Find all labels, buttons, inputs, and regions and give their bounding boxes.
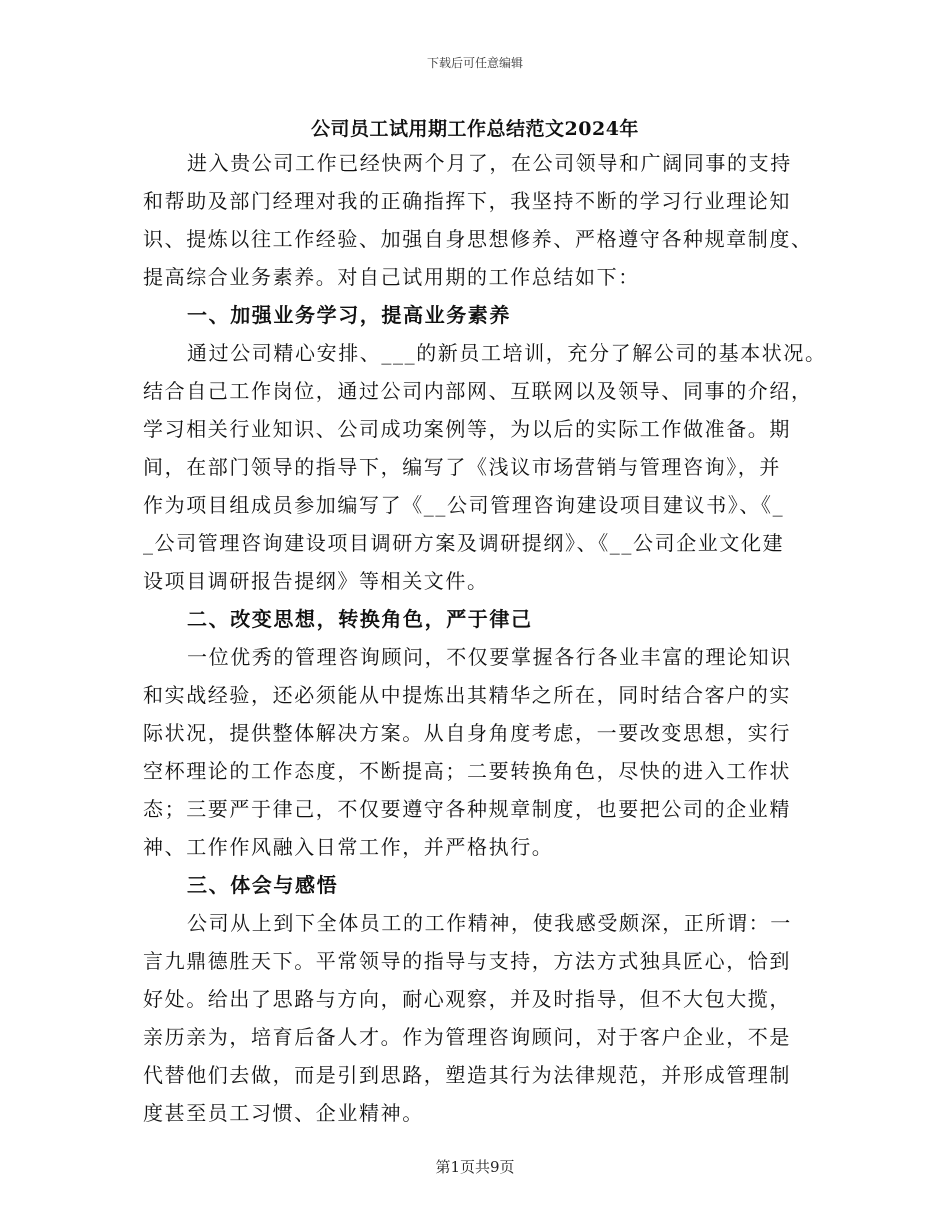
paragraph-line: 度甚至员工习惯、企业精神。 (143, 1101, 424, 1125)
paragraph-line: 提高综合业务素养。对自己试用期的工作总结如下： (143, 265, 640, 289)
paragraph-line: 神、工作作风融入日常工作，并严格执行。 (143, 835, 554, 859)
paragraph-line: 和帮助及部门经理对我的正确指挥下，我坚持不断的学习行业理论知 (143, 189, 791, 213)
paragraph-line: 进入贵公司工作已经快两个月了，在公司领导和广阔同事的支持 (187, 151, 792, 175)
paragraph-line: 际状况，提供整体解决方案。从自身角度考虑，一要改变思想，实行 (143, 721, 791, 745)
page-number: 第1页共9页 (435, 1158, 515, 1176)
paragraph-line: 好处。给出了思路与方向，耐心观察，并及时指导，但不大包大揽， (143, 987, 791, 1011)
document-title: 公司员工试用期工作总结范文2024年 (311, 118, 639, 140)
paragraph-line: 亲历亲为，培育后备人才。作为管理咨询顾问，对于客户企业，不是 (143, 1025, 791, 1049)
paragraph-line: _公司管理咨询建设项目调研方案及调研提纲》、《__公司企业文化建 (143, 531, 785, 555)
paragraph-line: 学习相关行业知识、公司成功案例等，为以后的实际工作做准备。期 (143, 417, 791, 441)
paragraph-line: 言九鼎德胜天下。平常领导的指导与支持，方法方式独具匠心，恰到 (143, 949, 791, 973)
paragraph-line: 和实战经验，还必须能从中提炼出其精华之所在，同时结合客户的实 (143, 683, 791, 707)
paragraph-line: 识、提炼以往工作经验、加强自身思想修养、严格遵守各种规章制度、 (143, 227, 813, 251)
paragraph-line: 间，在部门领导的指导下，编写了《浅议市场营销与管理咨询》，并 (143, 455, 781, 479)
paragraph-line: 一位优秀的管理咨询顾问，不仅要掌握各行各业丰富的理论知识 (187, 645, 792, 669)
paragraph-line: 通过公司精心安排、___的新员工培训，充分了解公司的基本状况。 (187, 341, 827, 365)
paragraph-line: 作为项目组成员参加编写了《__公司管理咨询建设项目建议书》、《_ (143, 493, 785, 517)
paragraph-line: 公司从上到下全体员工的工作精神，使我感受颇深，正所谓：一 (187, 911, 792, 935)
paragraph-line: 空杯理论的工作态度，不断提高；二要转换角色，尽快的进入工作状 (143, 759, 791, 783)
header-note: 下载后可任意编辑 (426, 56, 523, 70)
paragraph-line: 态；三要严于律己，不仅要遵守各种规章制度，也要把公司的企业精 (143, 797, 791, 821)
paragraph-line: 代替他们去做，而是引到思路，塑造其行为法律规范，并形成管理制 (143, 1063, 791, 1087)
paragraph-line: 结合自己工作岗位，通过公司内部网、互联网以及领导、同事的介绍， (143, 379, 813, 403)
section-heading: 二、改变思想，转换角色，严于律己 (187, 607, 533, 631)
section-heading: 一、加强业务学习，提高业务素养 (187, 303, 511, 327)
section-heading: 三、体会与感悟 (187, 873, 339, 897)
paragraph-line: 设项目调研报告提纲》等相关文件。 (143, 569, 489, 593)
